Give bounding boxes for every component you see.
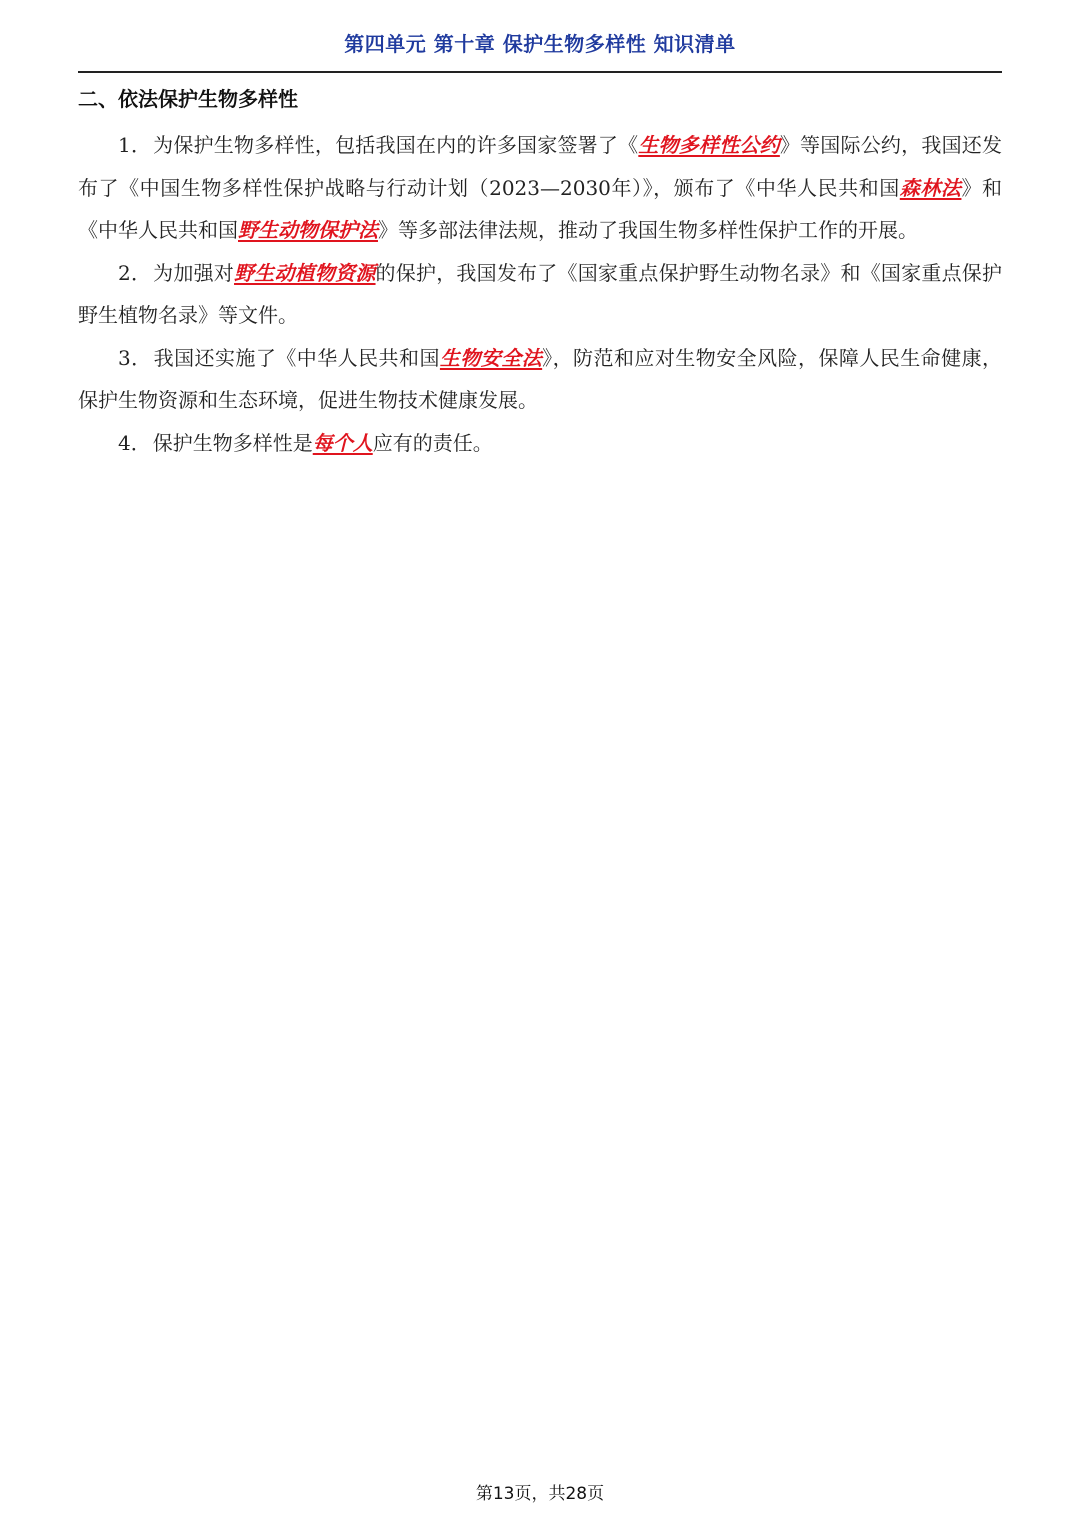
paragraph-text: 》等多部法律法规，推动了我国生物多样性保护工作的开展。	[378, 218, 918, 242]
page-number: 第13页，共28页	[475, 1484, 605, 1504]
paragraph-number: 2．	[118, 260, 152, 285]
paragraph-1	[78, 124, 1002, 252]
paragraph-text: 》，防范和应对生物安全风险，保障人民生命健康，保护生物资源和生态环境，促进生物技术健康发展。	[78, 345, 1003, 412]
keyword-everyone: 每个人	[312, 430, 373, 455]
keyword-biodiversity-convention: 生物多样性公约	[638, 133, 780, 157]
page-header-title: 第四单元 第十章 保护生物多样性 知识清单	[344, 32, 736, 56]
paragraph-text: 》和《中华人民共和国	[78, 175, 1003, 242]
paragraph-text: 保护生物多样性是	[152, 430, 313, 455]
keyword-forest-law: 森林法	[899, 175, 962, 200]
paragraph-2	[78, 252, 1002, 337]
keyword-biosecurity-law: 生物安全法	[439, 345, 543, 370]
paragraph-number: 4．	[118, 430, 151, 455]
keyword-wild-resources: 野生动植物资源	[234, 260, 376, 285]
paragraph-text: 应有的责任。	[372, 430, 493, 455]
paragraph-number: 1．	[118, 133, 152, 157]
paragraph-text: 》等国际公约，我国还发布了《中国生物多样性保护战略与行动计划（2023—2030年）》，颁布了《中华人民共和国	[78, 133, 1002, 200]
header-divider	[78, 71, 1002, 73]
paragraph-text: 我国还实施了《中华人民共和国	[153, 345, 440, 370]
paragraph-text: 为保护生物多样性，包括我国在内的许多国家签署了《	[153, 133, 639, 157]
paragraph-3	[78, 337, 1002, 422]
paragraph-text: 为加强对	[153, 260, 235, 285]
keyword-wildlife-protection-law: 野生动物保护法	[238, 218, 378, 242]
paragraph-number: 3．	[118, 345, 152, 370]
section-heading: 二、依法保护生物多样性	[78, 87, 298, 111]
paragraph-text: 的保护，我国发布了《国家重点保护野生动物名录》和《国家重点保护野生植物名录》等文件。	[78, 260, 1003, 327]
paragraph-4	[78, 422, 1002, 465]
document-body	[78, 84, 1002, 464]
